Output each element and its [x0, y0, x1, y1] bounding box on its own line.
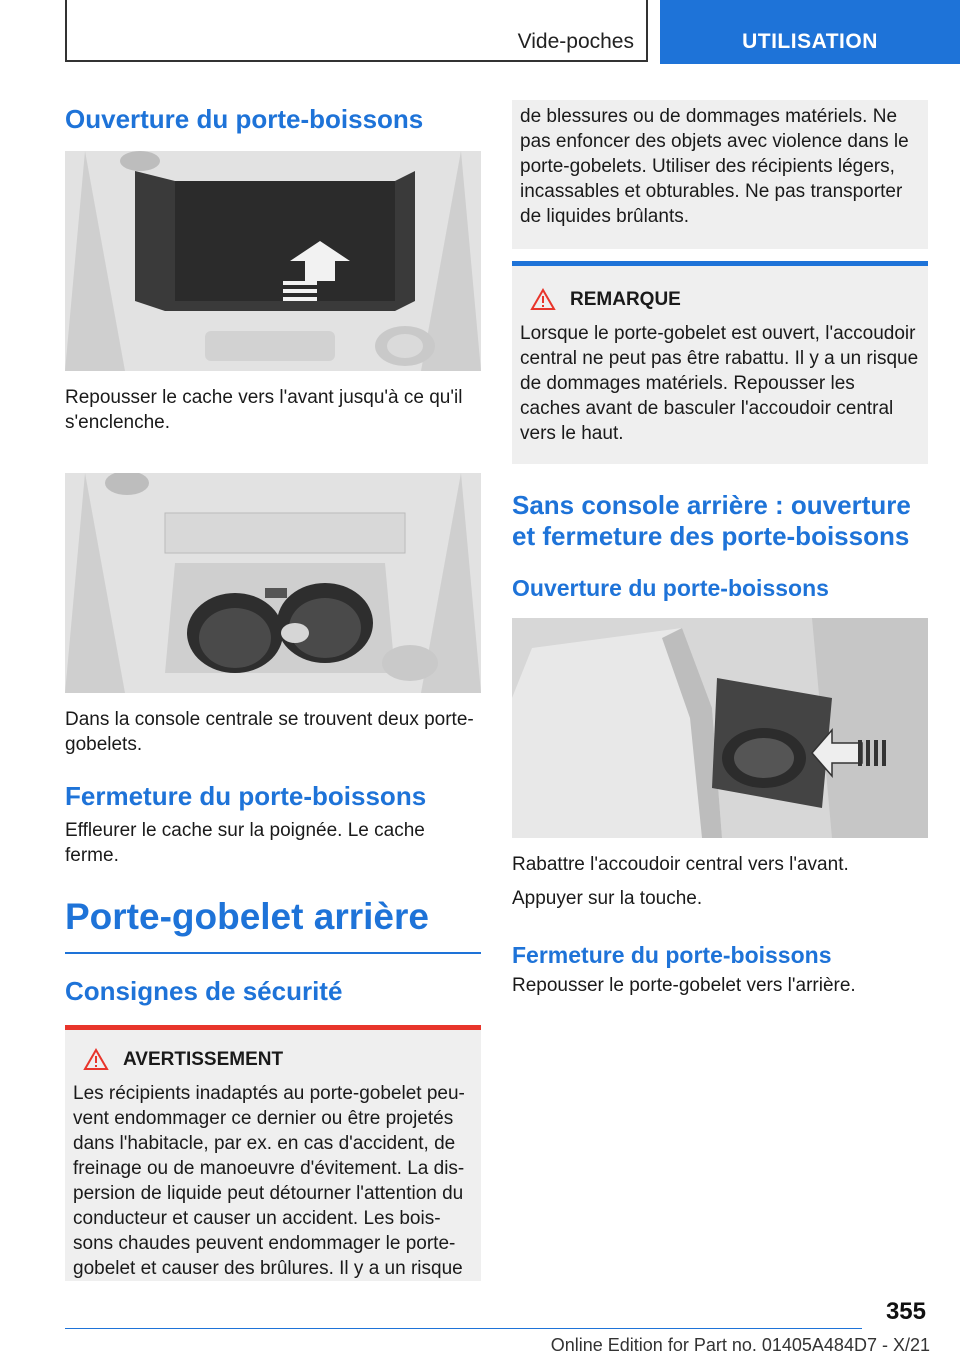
notice-icon — [530, 288, 556, 311]
warning-continuation-text: de blessures ou de dommages matériels. Ne pas enfoncer des objets avec violence dans le porte-gobelets. Utiliser des récipients légers, incassables et obturables. Ne pas transporter de liquides brûlants. — [520, 106, 909, 227]
right-column — [512, 100, 928, 998]
header-chapter-tab[interactable] — [660, 0, 960, 64]
warning-box — [65, 1025, 481, 1281]
step-fold-armrest: Rabattre l'accoudoir central vers l'avant. — [512, 854, 849, 875]
photo-cupholders — [65, 473, 481, 693]
cupholders-illustration — [65, 473, 481, 693]
heading-no-rear-console: Sans console arrière : ouverture et fermeture des porte-boissons — [512, 490, 911, 551]
header-chapter-label: UTILISATION — [742, 30, 878, 53]
warning-title: AVERTISSEMENT — [123, 1048, 284, 1070]
warning-icon — [83, 1048, 109, 1071]
photo-armrest-cupholder — [512, 618, 928, 838]
header-section-title: Vide-poches — [517, 30, 634, 53]
heading-open-rear-cupholder: Ouverture du porte-boissons — [512, 575, 829, 601]
footer-rule — [65, 1328, 862, 1329]
heading-underline — [65, 952, 481, 954]
armrest-cupholder-illustration — [512, 618, 928, 838]
warning-header — [83, 1048, 473, 1071]
notice-body — [512, 266, 928, 464]
warning-body — [65, 1030, 481, 1281]
left-column — [65, 100, 481, 1281]
notice-box — [512, 261, 928, 464]
heading-safety: Consignes de sécurité — [65, 976, 343, 1006]
page-number: 355 — [885, 1298, 926, 1325]
heading-open-cupholder: Ouverture du porte-boissons — [65, 104, 424, 134]
close-rear-instructions: Repousser le porte-gobelet vers l'arrière. — [512, 975, 856, 996]
caption-push-cover: Repousser le cache vers l'avant jusqu'à ce qu'il s'enclenche. — [65, 387, 463, 433]
heading-rear-cupholder: Porte-gobelet arrière — [65, 896, 429, 937]
step-press-button: Appuyer sur la touche. — [512, 888, 703, 909]
notice-text: Lorsque le porte-gobelet est ouvert, l'accoudoir central ne peut pas être rabattu. Il y a un risque de dommages matériels. Repousser les caches avant de basculer l'accoudoir central vers le haut. — [520, 323, 919, 444]
header-section-box — [65, 0, 648, 62]
console-cover-illustration — [65, 151, 481, 371]
warning-continuation — [512, 100, 928, 249]
caption-two-cupholders: Dans la console centrale se trouvent deux porte-gobelets. — [65, 709, 474, 755]
close-instructions: Effleurer le cache sur la poignée. Le cache ferme. — [65, 820, 425, 866]
warning-text: Les récipients inadaptés au porte-gobelet peu-vent endommager ce dernier ou être projetés dans l'habitacle, par ex. en cas d'accident, de freinage ou de manoeuvre d'évitement. La dis-persion de liquide peut détourner l'attention du conducteur et causer un accident. Les bois-sons chaudes peuvent endommager le porte-gobelet et causer des brûlures. Il y a un risque — [73, 1083, 465, 1279]
heading-close-rear-cupholder: Fermeture du porte-boissons — [512, 942, 832, 968]
notice-header — [530, 288, 920, 311]
heading-close-cupholder: Fermeture du porte-boissons — [65, 781, 427, 811]
photo-console-cover — [65, 151, 481, 371]
notice-title: REMARQUE — [570, 288, 681, 310]
footer-edition: Online Edition for Part no. 01405A484D7 - X/21 — [550, 1335, 930, 1355]
